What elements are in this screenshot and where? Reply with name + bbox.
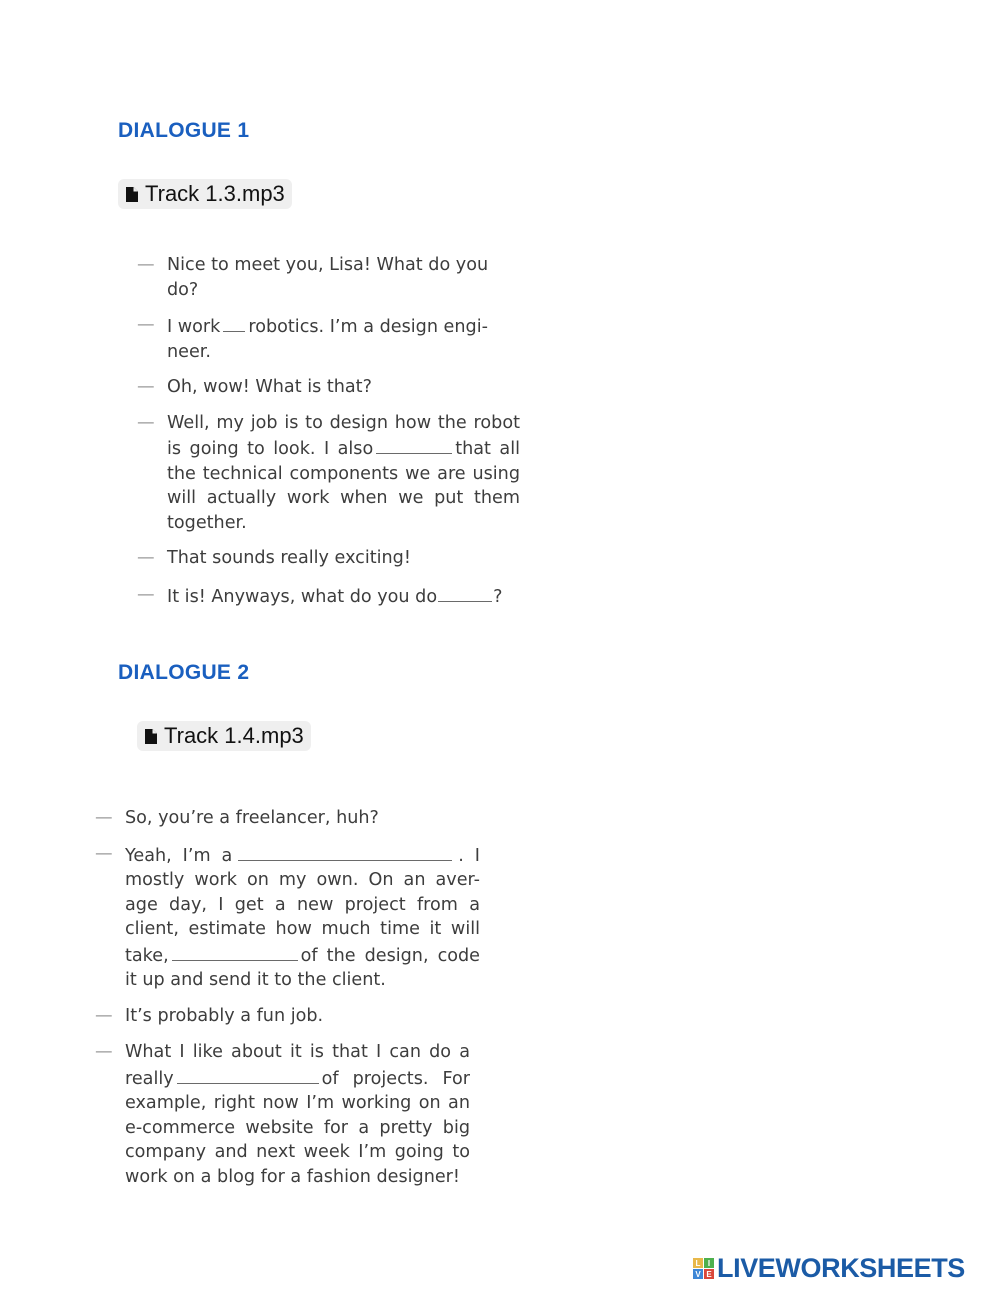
logo-cell: L bbox=[693, 1258, 703, 1268]
line-text-part: ? bbox=[493, 586, 503, 607]
answer-blank[interactable] bbox=[172, 942, 298, 961]
line-text-part: of projects. For example, right now I’m working on an e-commerce website for a pretty big company and next week I’m going to work on a blog for a fashion designer! bbox=[125, 1068, 470, 1187]
answer-blank[interactable] bbox=[376, 435, 452, 454]
line-text: That sounds really exciting! bbox=[167, 548, 411, 568]
answer-blank[interactable] bbox=[223, 313, 245, 332]
dialogue-line bbox=[137, 313, 520, 364]
dialogue2-lines bbox=[95, 806, 480, 1189]
answer-blank[interactable] bbox=[238, 842, 452, 861]
line-text: Oh, wow! What is that? bbox=[167, 377, 372, 397]
line-text bbox=[125, 842, 480, 993]
line-text-part: Yeah, I’m a bbox=[125, 845, 233, 866]
liveworksheets-logo bbox=[693, 1258, 714, 1279]
logo-cell: I bbox=[704, 1258, 714, 1268]
dialogue-line bbox=[95, 806, 480, 831]
line-text bbox=[125, 1040, 470, 1189]
track-1-3-audio-button[interactable] bbox=[118, 179, 292, 209]
liveworksheets-branding bbox=[693, 1253, 965, 1284]
dialogue-line bbox=[95, 842, 480, 993]
line-text-part: of the design, code it up and send it to the client. bbox=[125, 945, 480, 990]
dialogue-line bbox=[95, 1004, 480, 1029]
track-label: Track 1.3.mp3 bbox=[145, 181, 285, 206]
line-text-part: Well, my job is to design how the robot is going to look. I also bbox=[167, 412, 520, 459]
dash: — bbox=[137, 548, 155, 568]
line-text-part: that all the technical components we are using will actually work when we put them together. bbox=[167, 439, 520, 533]
line-text-part: I work bbox=[167, 317, 221, 337]
track-label: Track 1.4.mp3 bbox=[164, 723, 304, 748]
line-text-part: It is! Anyways, what do you do bbox=[167, 586, 438, 607]
dialogue-line bbox=[137, 411, 520, 536]
dash: — bbox=[137, 412, 155, 433]
dash: — bbox=[137, 255, 155, 275]
dash: — bbox=[137, 377, 155, 397]
dialogue1-heading: DIALOGUE 1 bbox=[118, 119, 250, 142]
line-text bbox=[167, 313, 520, 364]
dash: — bbox=[95, 1042, 113, 1062]
file-icon bbox=[145, 729, 157, 744]
line-text: It’s probably a fun job. bbox=[125, 1005, 324, 1026]
dash: — bbox=[137, 584, 155, 605]
line-text-part: robotics. I’m a design engi-neer. bbox=[167, 317, 488, 362]
line-text-part: . I mostly work on my own. On an aver-age day, I get a new project from a client, estimate how much time it will take, bbox=[125, 845, 480, 966]
dialogue-line bbox=[137, 375, 520, 400]
file-icon bbox=[126, 187, 138, 202]
dialogue-line bbox=[137, 583, 520, 610]
dash: — bbox=[95, 808, 113, 828]
line-text-part: What I like about it is that I can do a really bbox=[125, 1042, 470, 1089]
logo-cell: V bbox=[693, 1269, 703, 1279]
line-text bbox=[167, 583, 520, 610]
dialogue-line bbox=[137, 546, 520, 571]
dash: — bbox=[95, 1005, 113, 1026]
dialogue-line bbox=[137, 253, 520, 302]
line-text: So, you’re a freelancer, huh? bbox=[125, 808, 379, 828]
line-text bbox=[167, 411, 520, 536]
track-1-4-audio-button[interactable] bbox=[137, 721, 311, 751]
dialogue-line bbox=[95, 1040, 480, 1189]
dialogue2-heading: DIALOGUE 2 bbox=[118, 661, 250, 684]
dash: — bbox=[95, 843, 113, 864]
line-text: Nice to meet you, Lisa! What do you do? bbox=[167, 255, 489, 300]
answer-blank[interactable] bbox=[438, 583, 492, 602]
logo-cell: E bbox=[704, 1269, 714, 1279]
dialogue1-lines bbox=[137, 253, 520, 609]
dash: — bbox=[137, 315, 155, 335]
answer-blank[interactable] bbox=[177, 1065, 319, 1084]
brand-name: LIVEWORKSHEETS bbox=[717, 1253, 965, 1283]
